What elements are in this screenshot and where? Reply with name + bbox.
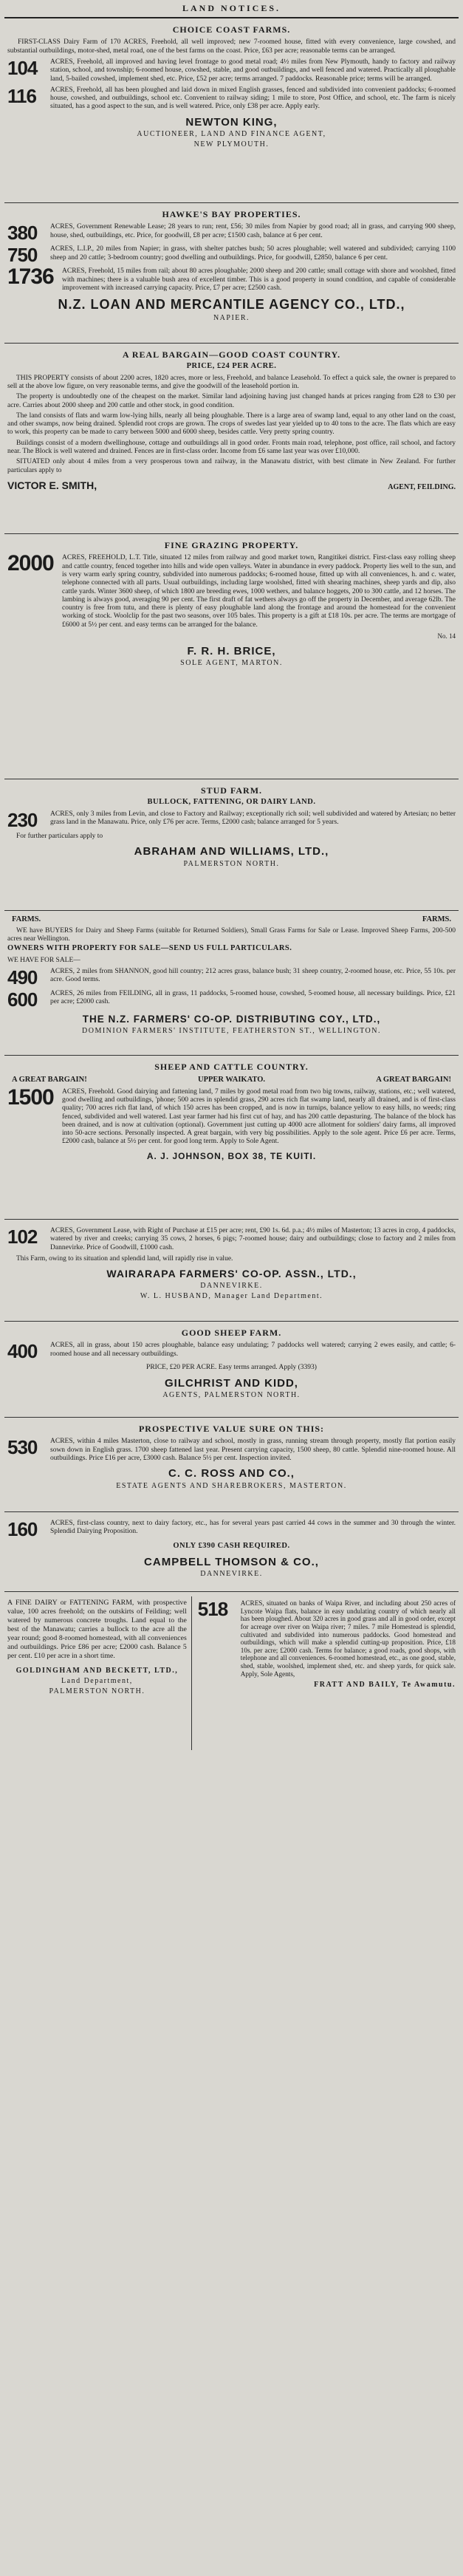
listing (7, 1084, 456, 1147)
price-line: ONLY £390 CASH REQUIRED. (173, 1542, 290, 1551)
section-title: A REAL BARGAIN—GOOD COAST COUNTRY. (122, 349, 341, 361)
for-sale-label: WE HAVE FOR SALE— (7, 956, 80, 964)
masthead: LAND NOTICES. (4, 0, 459, 18)
agent-name: GILCHRIST AND KIDD, (165, 1376, 298, 1390)
real-bargain-section (4, 344, 459, 534)
agent-subtitle: ESTATE AGENTS AND SHAREBROKERS, MASTERTON. (116, 1481, 347, 1490)
listing-acreage: 160 (7, 1518, 38, 1541)
section-subtitle: PRICE, £24 PER ACRE. (186, 362, 277, 371)
agent-location: SOLE AGENT, MARTON. (180, 659, 283, 668)
region-label: UPPER WAIKATO. (197, 1076, 265, 1084)
listing (7, 1227, 456, 1252)
paragraph: SITUATED only about 4 miles from a very prosperous town and railway, in the Manawatu district, with best climate in New Zealand. For further particulars apply to (7, 458, 456, 474)
section-title: HAWKE'S BAY PROPERTIES. (162, 209, 301, 220)
price-line: PRICE, £20 PER ACRE. Easy terms arranged. Apply (3393) (146, 1364, 317, 1372)
listing-acreage: 380 (7, 222, 38, 245)
agent-location: DANNEVIRKE. (200, 1281, 263, 1290)
agent-name: FRATT AND BAILY, Te Awamutu. (314, 1681, 456, 1690)
section-title: FINE GRAZING PROPERTY. (164, 540, 299, 551)
listing-text: A FINE DAIRY or FATTENING FARM, with prospective value, 100 acres freehold; on the outskirts of Feilding; well watered by numerous concrete troughs. Land equal to the best of the Manawatu; carries a bullock to the acre all the year round; good 8-roomed homestead, with all conveniences and outbuildings. Price £86 per acre; £2000 cash. Balance 5 per cent. £10 per acre in a short time. (7, 1599, 187, 1661)
listing-text: ACRES, only 3 miles from Levin, and close to Factory and Railway; exceptionally rich soil; well subdivided and watered by Artesian; no better grass land in the Manawatu. Price, only £76 per acre. Terms, £2000 cash; balance arranged for 5 years. (50, 810, 456, 826)
bottom-two-column-section (4, 1592, 459, 1756)
bargain-left: A GREAT BARGAIN! (12, 1076, 87, 1084)
heading-right: FARMS. (422, 915, 451, 924)
sheep-cattle-section (4, 1056, 459, 1220)
listing-text: ACRES, L.I.P., 20 miles from Napier; in grass, with shelter patches bush; 50 acres ploughable; well watered and subdivided; carrying 1100 sheep and 20 cattle; 3-bedroom country; good dwelling and outbuildings. Price, for goodwill, £2850, balance 6 per cent. (50, 245, 456, 262)
agent-location: AGENT, FEILDING. (388, 482, 456, 491)
agent-address: DOMINION FARMERS' INSTITUTE, FEATHERSTON ST., WELLINGTON. (82, 1026, 381, 1035)
listing-text: ACRES, Government Renewable Lease; 28 years to run; rent, £56; 30 miles from Napier by good road; all in grass, and carrying 900 sheep, house, shed, outbuildings, etc. Price, for goodwill, £8 per acre; £1500 cash, balance at 6 per cent. (50, 223, 456, 239)
note: This Farm, owing to its situation and splendid land, will rapidly rise in value. (16, 1255, 233, 1263)
section-title: CHOICE COAST FARMS. (172, 24, 291, 35)
listing-text: ACRES, 26 miles from FEILDING, all in grass, 11 paddocks, 5-roomed house, cowshed, 5-roomed house, all necessary buildings. Price, £21 per acre; £2000 cash. (50, 989, 456, 1006)
listing-acreage: 400 (7, 1340, 38, 1363)
listing-text: ACRES, first-class country, next to dairy factory, etc., has for several years past carried 44 cows in the summer and 30 through the winter. Splendid Dairying Proposition. (50, 1520, 456, 1536)
listing (7, 1438, 456, 1463)
listing-text: ACRES, 2 miles from SHANNON, good hill country; 212 acres grass, balance bush; 31 sheep country, 2-roomed house, etc. Price, 55 10s. per acre. Good terms. (50, 967, 456, 984)
listing (7, 968, 456, 987)
owners-line: OWNERS WITH PROPERTY FOR SALE—SEND US FULL PARTICULARS. (7, 944, 292, 953)
agent-location: DANNEVIRKE. (200, 1570, 263, 1579)
dairying-proposition-section (4, 1512, 459, 1592)
listing (7, 222, 456, 245)
listing (7, 1520, 456, 1539)
listing-acreage: 600 (7, 988, 38, 1011)
agent-name: A. J. JOHNSON, BOX 38, TE KUITI. (146, 1150, 317, 1161)
coast-farms-section (4, 18, 459, 203)
section-subtitle: BULLOCK, FATTENING, OR DAIRY LAND. (147, 798, 316, 807)
agent-location: PALMERSTON NORTH. (183, 859, 280, 868)
farms-buyers-section (4, 911, 459, 1056)
listing (7, 1342, 456, 1361)
listing-acreage: 490 (7, 966, 38, 988)
section-title: PROSPECTIVE VALUE SURE ON THIS: (138, 1424, 325, 1435)
bargain-row (7, 1076, 456, 1084)
section-title: GOOD SHEEP FARM. (181, 1328, 282, 1339)
agent-name: ABRAHAM AND WILLIAMS, LTD., (134, 844, 329, 858)
paragraph: The property is undoubtedly one of the cheapest on the market. Similar land adjoining having just changed hands at prices ranging from £28 to £30 per acre. Carries about 2000 sheep and 200 cattle and other stock, in good condition. (7, 393, 456, 409)
heading-left: FARMS. (12, 915, 41, 924)
listing-acreage: 750 (7, 244, 38, 267)
agent-location: PALMERSTON NORTH. (49, 1687, 145, 1695)
listing-text: FIRST-CLASS Dairy Farm of 170 ACRES, Freehold, all well improved; new 7-roomed house, fitted with every convenience, large cowshed, and substantial outbuildings, motor-shed, metal road, one of the best farms on the coast. Price, £63 per acre; reasonable terms can be arranged. (7, 38, 456, 55)
listing-acreage: 102 (7, 1226, 38, 1248)
hawkes-bay-section (4, 203, 459, 344)
agent-subtitle: AUCTIONEER, LAND AND FINANCE AGENT, (137, 130, 326, 139)
section-heading-row (7, 915, 456, 924)
listing (7, 38, 456, 55)
listing-acreage: 530 (7, 1436, 38, 1459)
paragraph: Buildings consist of a modern dwellinghouse, cottage and outbuildings all in good order. Fronts main road, telephone, post office, rail school, and factory near. The Block is well watered and drained. Fences are in first-class order. Income from £6 same last year was over £10,000. (7, 439, 456, 456)
paragraph: WE have BUYERS for Dairy and Sheep Farms (suitable for Returned Soldiers), Small Grass Farms for Sale or Lease. Improved Sheep Farms, 200-500 acres near Wellington. (7, 926, 456, 943)
listing-text: ACRES, FREEHOLD, L.T. Title, situated 12 miles from railway and good market town, Rangitikei district. First-class easy rolling sheep and cattle country, fenced together into hills and wide open valleys. Water in abundance in every paddock. Property lies well to the sun, and is very warm early spring country, subdivided into numerous paddocks; 6-roomed house, fitted up with all conveniences, h. and c. water, telephone connected with all parts. Usual outbuildings, including large woolshed, fitted with shearing machines, sheep yards and dip, also cattle yards. Winter 3600 sheep, of which 1800 are breeding ewes, 1000 wethers, and balance hoggets, 200 to 300 cattle, and 12 horses. The lambing is always good, averaging 90 per cent. The first draft of fat wethers always go off the property in December, and average 62lb. The country is free from tutu, and there is plenty of easy ploughable land along the frontage and around the homestead for the convenient working of stock. Woolclip for the past two seasons, over 105 bales. This property is a gift at £18 10s. per acre. The terms are mortgage of £6000 at 5½ per cent. and easy terms can be arranged for the balance. (62, 554, 456, 629)
listing-text: ACRES, within 4 miles Masterton, close to railway and school, mostly in grass, running stream through property, mostly flat portion easily sown down in English grass. 1700 sheep fattened last year. Present carrying capacity, 1500 sheep, 80 cattle. Splendid nine-roomed house. All outbuildings. Price £16 per acre, £3000 cash. Balance 5½ per cent. Inspection invited. (50, 1438, 456, 1462)
listing-text: ACRES, Freehold, all has been ploughed and laid down in mixed English grasses, fenced and subdivided into convenient paddocks; 6-roomed house, cowshed, and outbuildings, school etc. Convenient to railway siding; 1 mile to store, Post Office, and school, etc. The farm is nicely situated, has a good aspect to the sun, and is well watered. Price, only £38 per acre. Apply early. (50, 86, 456, 111)
listing (7, 990, 456, 1009)
agent-name: N.Z. LOAN AND MERCANTILE AGENCY CO., LTD., (58, 297, 405, 312)
paragraph: The land consists of flats and warm low-lying hills, nearly all being ploughable. There is a large area of swamp land, equal to any other land on the coast, and other swamps, now being drained. Splendid root crops are grown. The crops of swedes last year yielded up to 40 tons to the acre. The flats which are easy to work, this property can be made to carry between 5000 and 6000 sheep, besides cattle. Very pretty spring country. (7, 411, 456, 437)
listing-text: ACRES, Freehold. Good dairying and fattening land, 7 miles by good metal road from two big towns, railway, stations, etc.; well watered, good dwelling and outbuildings, 'phone; 500 acres in splendid grass, 290 acres rich flat swamp land, nearly all drained, and is of first-class quality; 700 acres rich flat land, of which 150 acres has been cropped, and is now in turnips, balance yellow to easy hills, no weeds; ring fenced, subdivided and well watered. Last year farmer had his first cut of hay, and has 200 cattle depasturing. The balance of the block has been drained, and is now at cultivation (optional). Government just cutting up 4000 acre allotment for soldiers' dairy farms, all improved into 50-acre sections. Personally inspected. A great bargain, with very big possibilities. Apply to the sole agent. Price £6 per acre. Terms, £2000 cash, balance at 5½ per cent. for good long term. Apply to Sole Agent. (62, 1087, 456, 1146)
listing (7, 86, 456, 112)
listing (198, 1599, 456, 1678)
agent-name: NEWTON KING, (185, 115, 278, 129)
land-notices-column (4, 0, 459, 1756)
further-particulars: For further particulars apply to (16, 832, 103, 840)
listing-text: ACRES, Government Lease, with Right of Purchase at £15 per acre; rent, £90 1s. 6d. p.a.; 4½ miles of Masterton; 13 acres in crop, 4 paddocks, watered by river and creeks; carrying 35 cows, 2 horses, 6 pigs; 7-roomed house; dairy and outbuildings; close to factory and 2 miles from Dannevirke. Price of Goodwill, £1000 cash. (50, 1227, 456, 1251)
listing (7, 264, 456, 293)
listing-text: ACRES, Freehold, all improved and having level frontage to good metal road; 4½ miles from New Plymouth, handy to factory and railway station, school, and township; 6-roomed house, cowshed, stable, and good outbuildings, and well fenced and watered. Practically all ploughable land, 5-bailed cowshed, implement shed, etc. Price, £52 per acre; terms arranged. 7 paddocks. Reasonable price; terms will be arranged. (50, 58, 456, 83)
left-advert (7, 1596, 192, 1750)
government-lease-section (4, 1220, 459, 1322)
agent-location: NAPIER. (213, 314, 250, 323)
paragraph: THIS PROPERTY consists of about 2200 acres, 1820 acres, more or less, Freehold, and balance Leasehold. To effect a quick sale, the owner is prepared to sell at the above low figure, on very reasonable terms, and give the goodwill of the leasehold portion in. (7, 374, 456, 390)
listing (7, 244, 456, 267)
stud-farm-section (4, 779, 459, 911)
listing (7, 551, 456, 629)
fine-grazing-section (4, 534, 459, 779)
listing-acreage: 230 (7, 808, 38, 831)
agent-location: AGENTS, PALMERSTON NORTH. (162, 1391, 301, 1400)
listing-acreage: 104 (7, 56, 38, 79)
agent-name: THE N.Z. FARMERS' CO-OP. DISTRIBUTING COY., LTD., (82, 1013, 381, 1025)
section-title: STUD FARM. (200, 785, 263, 796)
agent-name: F. R. H. BRICE, (187, 644, 276, 657)
listing-acreage: 1500 (7, 1084, 54, 1110)
prospective-value-section (4, 1418, 459, 1512)
listing-acreage: 518 (197, 1598, 228, 1621)
agent-department: Land Department, (61, 1676, 133, 1685)
agent-name: WAIRARAPA FARMERS' CO-OP. ASSN., LTD., (106, 1268, 357, 1280)
agent-manager: W. L. HUSBAND, Manager Land Department. (140, 1291, 323, 1300)
listing-acreage: 116 (7, 84, 36, 107)
listing-acreage: 1736 (7, 264, 54, 290)
agent-name: CAMPBELL THOMSON & CO., (144, 1555, 319, 1568)
listing-text: ACRES, Freehold, 15 miles from rail; about 80 acres ploughable; 2000 sheep and 200 cattle; small cottage with shore and woolshed, fitted with machines; there is a valuable bush area of excellent timber. This is a good property in sound condition, and capable of considerable improvement with increased carrying capacity. Price, £7 per acre; £2500 cash. (62, 267, 456, 292)
listing (7, 58, 456, 83)
listing-acreage: 2000 (7, 551, 54, 576)
listing (7, 810, 456, 830)
listing-text: ACRES, situated on banks of Waipa River, and including about 250 acres of Lyncote Waipa flats, balance in easy undulating country of which nearly all has been ploughed. About 320 acres in good grass and all in good order, except for acreage over river on Waipa river; 7 miles. 7 mile Homestead is splendid, cultivated and subdivided into numerous paddocks. Good homestead and outbuildings, which will make a splendid cutting-up proposition. Price, £18 10s. per acre; £2000 cash. Terms for balance; a good roads, good shops, with telephone and all conveniences. 6-roomed homestead, etc., as one good, stable, shed, stable, woolshed, implement shed, etc. and sheep yards, for quick sale. Apply, Sole Agents, (240, 1599, 456, 1678)
agent-name: VICTOR E. SMITH, (7, 479, 97, 491)
right-advert (198, 1596, 456, 1750)
bargain-right: A GREAT BARGAIN! (376, 1076, 451, 1084)
agent-name: C. C. ROSS AND CO., (168, 1467, 295, 1480)
section-title: SHEEP AND CATTLE COUNTRY. (154, 1062, 309, 1073)
agent-name: GOLDINGHAM AND BECKETT, LTD., (16, 1667, 179, 1675)
agent-location: NEW PLYMOUTH. (193, 140, 270, 149)
listing-text: ACRES, all in grass, about 150 acres ploughable, balance easy undulating; 7 paddocks well watered; carrying 2 ewes easily, and cattle; 6-roomed house and all necessary outbuildings. (50, 1342, 456, 1358)
reference-number: No. 14 (437, 632, 456, 640)
good-sheep-farm-section (4, 1322, 459, 1418)
signature-row (7, 479, 456, 492)
